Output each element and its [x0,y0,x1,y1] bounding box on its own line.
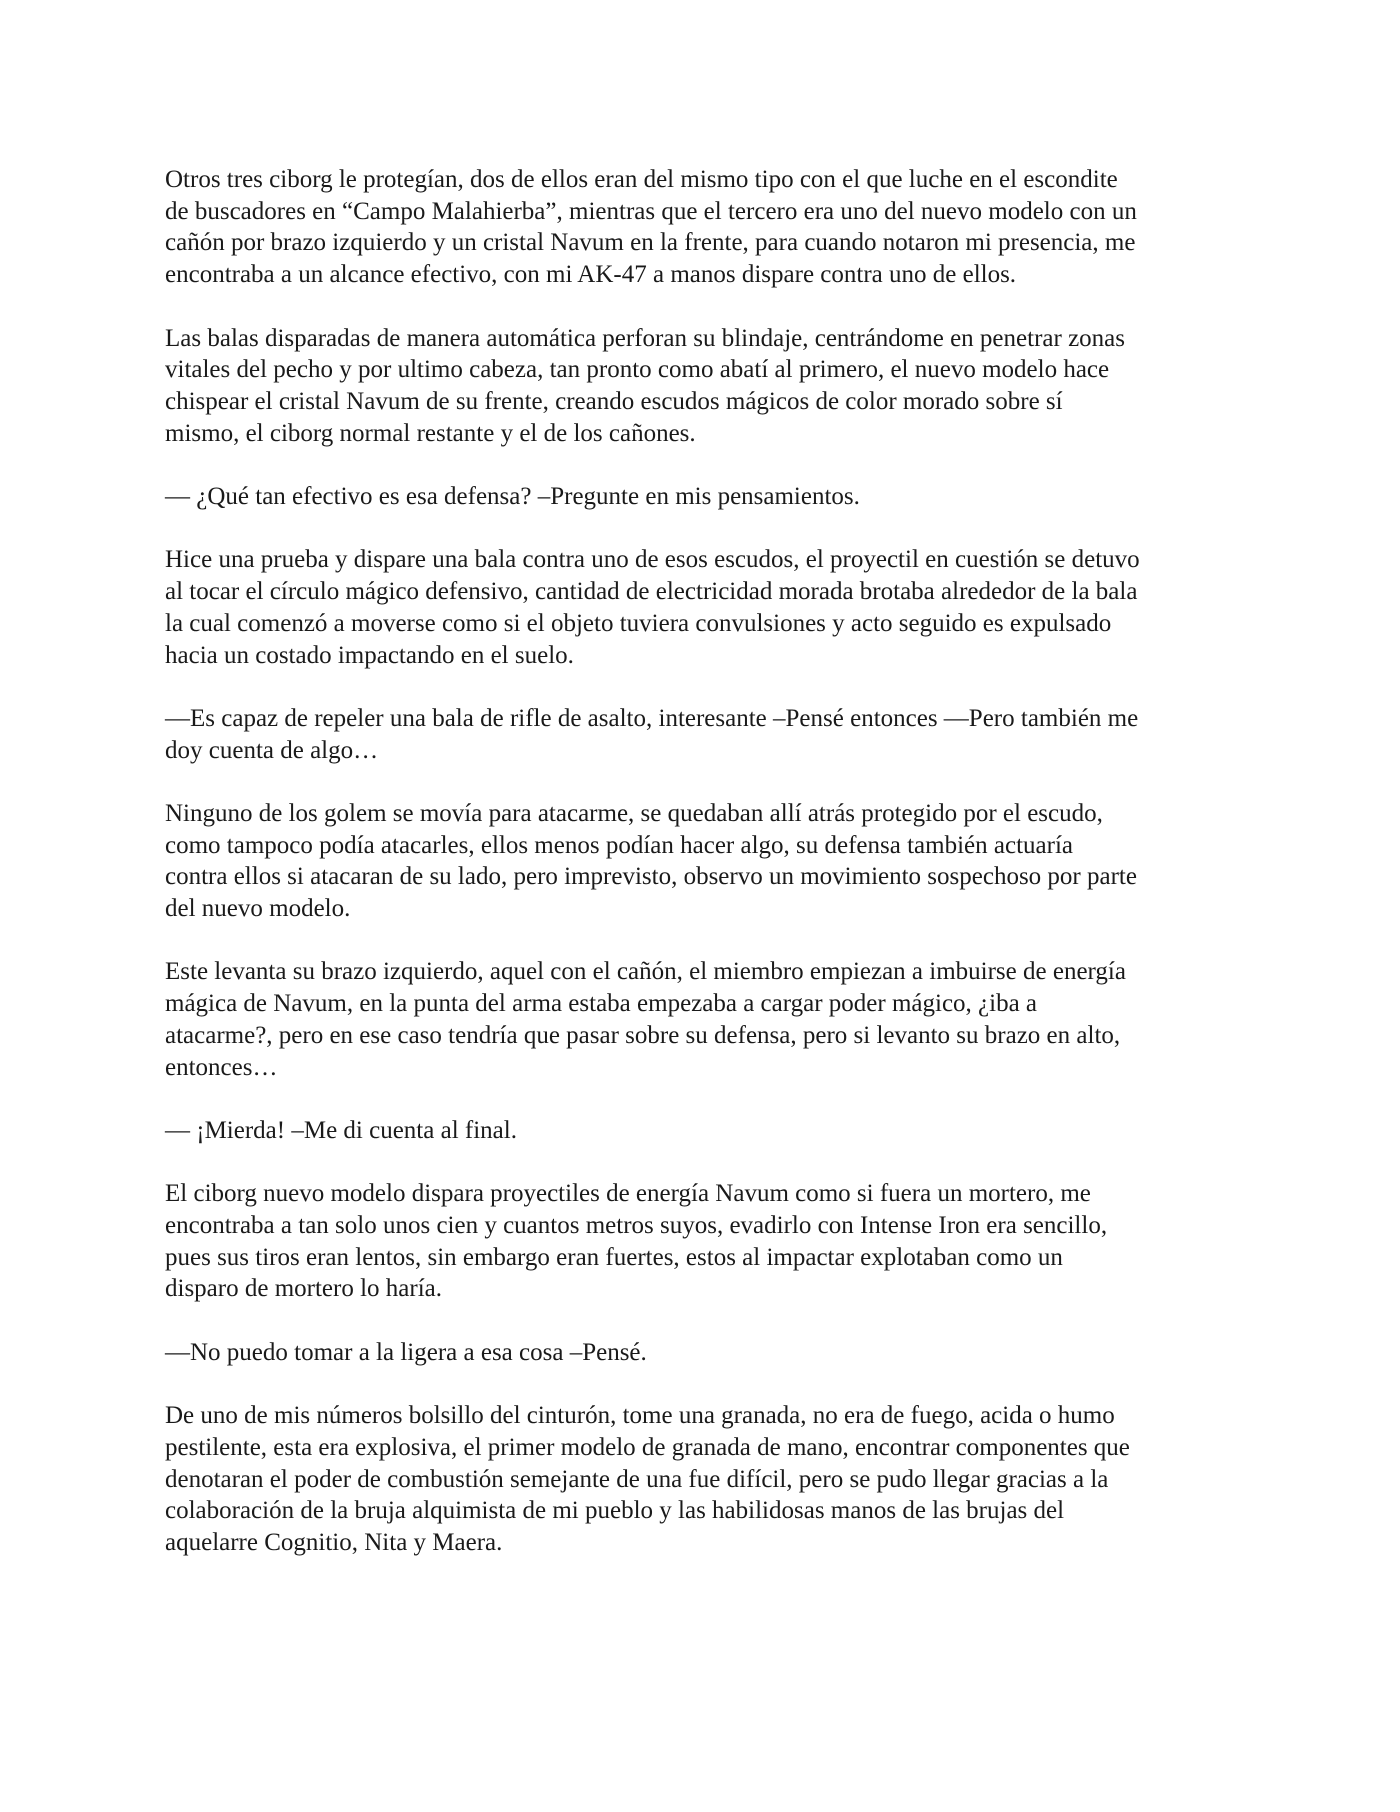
paragraph-2: Las balas disparadas de manera automática perforan su blindaje, centrándome en penetrar zonas vitales del pecho y por ultimo cabeza, tan pronto como abatí al primero, el nuevo modelo hace chispear el cristal Navum de su frente, creando escudos mágicos de color morado sobre sí mismo, el ciborg normal restante y el de los cañones. [165,324,1125,447]
document-body [165,164,1240,1590]
paragraph-4: Hice una prueba y dispare una bala contra uno de esos escudos, el proyectil en cuestión se detuvo al tocar el círculo mágico defensivo, cantidad de electricidad morada brotaba alrededor de la bala la cual comenzó a moverse como si el objeto tuviera convulsiones y acto seguido es expulsado hacia un costado impactando en el suelo. [165,546,1140,669]
paragraph-9: El ciborg nuevo modelo dispara proyectiles de energía Navum como si fuera un mortero, me encontraba a tan solo unos cien y cuantos metros suyos, evadirlo con Intense Iron era sencillo, pues sus tiros eran lentos, sin embargo eran fuertes, estos al impactar explotaban como un disparo de mortero lo haría. [165,1180,1108,1303]
paragraph-3-dialogue: — ¿Qué tan efectivo es esa defensa? –Pregunte en mis pensamientos. [165,483,860,510]
paragraph-7: Este levanta su brazo izquierdo, aquel con el cañón, el miembro empiezan a imbuirse de energía mágica de Navum, en la punta del arma estaba empezaba a cargar poder mágico, ¿iba a atacarme?, pero en ese caso tendría que pasar sobre su defensa, pero si levanto su brazo en alto, entonces… [165,958,1126,1081]
paragraph-5-dialogue: —Es capaz de repeler una bala de rifle de asalto, interesante –Pensé entonces —Pero también me doy cuenta de algo… [165,704,1139,764]
paragraph-8-dialogue: — ¡Mierda! –Me di cuenta al final. [165,1116,517,1144]
paragraph-6: Ninguno de los golem se movía para atacarme, se quedaban allí atrás protegido por el escudo, como tampoco podía atacarles, ellos menos podían hacer algo, su defensa también actuaría contra ellos si atacaran de su lado, pero imprevisto, observo un movimiento sospechoso por parte del nuevo modelo. [165,799,1137,923]
paragraph-1: Otros tres ciborg le protegían, dos de ellos eran del mismo tipo con el que luche en el escondite de buscadores en “Campo Malahierba”, mientras que el tercero era uno del nuevo modelo con un cañón por brazo izquierdo y un cristal Navum en la frente, para cuando notaron mi presencia, me encontraba a un alcance efectivo, con mi AK-47 a manos dispare contra uno de ellos. [165,166,1137,289]
paragraph-11: De uno de mis números bolsillo del cinturón, tome una granada, no era de fuego, acida o humo pestilente, esta era explosiva, el primer modelo de granada de mano, encontrar componentes que denotaran el poder de combustión semejante de una fue difícil, pero se pudo llegar gracias a la colaboración de la bruja alquimista de mi pueblo y las habilidosas manos de las brujas del aquelarre Cognitio, Nita y Maera. [165,1402,1130,1557]
paragraph-10-dialogue: —No puedo tomar a la ligera a esa cosa –Pensé. [165,1338,647,1366]
